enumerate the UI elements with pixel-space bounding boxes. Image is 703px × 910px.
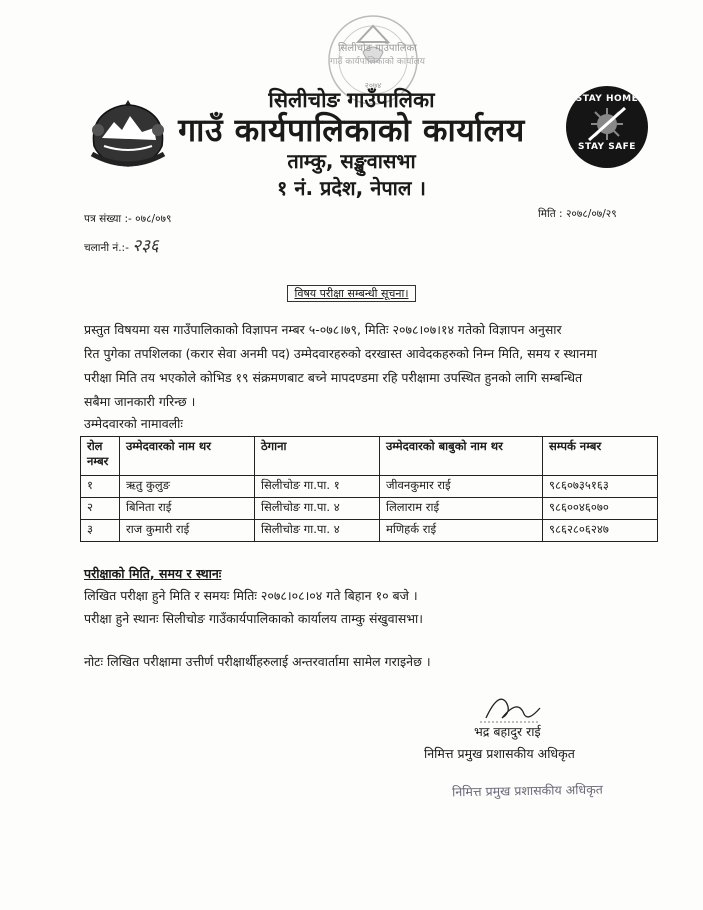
candidates-table [80, 436, 658, 542]
table-row [81, 520, 658, 542]
candidate-name: राज कुमारी राई [120, 520, 255, 542]
letter-date-label: मिति : [538, 208, 563, 220]
father-name: जीवनकुमार राई [380, 476, 543, 498]
signatory-title: निमित्त प्रमुख प्रशासकीय अधिकृत [424, 746, 575, 761]
intro-line: परीक्षा मिति तय भएकोले कोभिड १९ संक्रमणबाट बच्ने मापदण्डमा रहि परीक्षामा उपस्थित हुनको लागि सम्बन्धित [84, 370, 583, 385]
table-label: उम्मेदवारको नामावलीः [84, 416, 183, 431]
father-name: लिलाराम राई [380, 498, 543, 520]
top-seal-year: २०७४ [364, 81, 382, 90]
col-father-name: उम्मेदवारको बाबुको नाम थर [380, 437, 543, 476]
candidate-name: बिनिता राई [120, 498, 255, 520]
contact-number: ९८६००४६०७० [543, 498, 658, 520]
col-roll-number: रोल नम्बर [81, 437, 120, 476]
col-contact-number: सम्पर्क नम्बर [543, 437, 658, 476]
signatory-name: भद्र बहादुर राई [474, 724, 541, 739]
table-row [81, 476, 658, 498]
dispatch-number-value: २३६ [132, 236, 159, 256]
candidate-name: ऋतु कुलुङ [120, 476, 255, 498]
dispatch-number-label: चलानी नं.:- [84, 242, 129, 254]
municipality-name: सिलीचोङ गाउँपालिका [268, 88, 435, 112]
note-text: नोटः लिखित परीक्षामा उत्तीर्ण परीक्षार्थीहरुलाई अन्तरवार्तामा सामेल गराइनेछ । [84, 654, 431, 669]
roll-number: १ [81, 476, 120, 498]
col-candidate-name: उम्मेदवारको नाम थर [120, 437, 255, 476]
dispatch-number [84, 233, 159, 256]
address: सिलीचोङ गा.पा. ४ [255, 498, 380, 520]
roll-number: २ [81, 498, 120, 520]
col-address: ठेगाना [255, 437, 380, 476]
intro-line: प्रस्तुत विषयमा यस गाउँपालिकाको विज्ञापन नम्बर ५-०७८।७९, मितिः २०७८।०७।१४ गतेको विज्ञापन अनुसार [84, 322, 562, 337]
intro-line: सबैमा जानकारी गरिन्छ । [84, 394, 196, 409]
letter-number-value: ०७८/०७९ [135, 213, 172, 225]
roll-number: ३ [81, 520, 120, 542]
table-header-row [81, 437, 658, 476]
letter-date [538, 207, 617, 221]
office-location: ताम्कु, सङ्खुवासभा [287, 149, 416, 173]
stay-safe-text: STAY SAFE [578, 142, 636, 152]
address: सिलीचोङ गा.पा. १ [255, 476, 380, 498]
office-name: गाउँ कार्यपालिकाको कार्यालय [178, 111, 525, 149]
letter-number-label: पत्र संख्या :- [84, 213, 132, 225]
top-seal-text-2: गाउँ कार्यपालिकाको कार्यालय [330, 57, 425, 67]
table-row [81, 498, 658, 520]
stay-home-text: STAY HOME [575, 94, 639, 104]
intro-paragraph [84, 318, 664, 414]
exam-heading: परीक्षाको मिति, समय र स्थानः [84, 566, 222, 581]
subject-line [0, 286, 703, 301]
official-stamp: निमित्त प्रमुख प्रशासकीय अधिकृत [451, 781, 603, 800]
subject-text: विषय परीक्षा सम्बन्धी सूचना। [287, 285, 415, 302]
province-line: १ नं. प्रदेश, नेपाल । [277, 176, 426, 200]
exam-date-time: लिखित परीक्षा हुने मिति र समयः मितिः २०७८।०८।०४ गते बिहान १० बजे । [84, 588, 418, 603]
letter-number [84, 212, 171, 226]
address: सिलीचोङ गा.पा. ४ [255, 520, 380, 542]
intro-line: रित पुगेका तपशिलका (करार सेवा अनमी पद) उम्मेदवारहरुको दरखास्त आवेदकहरुको निम्न मिति, समय र स्थानमा [84, 346, 597, 361]
father-name: मणिहर्क राई [380, 520, 543, 542]
contact-number: ९८६२८०६२४७ [543, 520, 658, 542]
letter-date-value: २०७८/०७/२९ [565, 208, 617, 220]
top-seal-text: सिलीचोङ गाउँपालिका [338, 43, 417, 54]
contact-number: ९८६०७३५१६३ [543, 476, 658, 498]
exam-venue: परीक्षा हुने स्थानः सिलीचोङ गाउँकार्यपालिकाको कार्यालय ताम्कु संखुवासभा। [84, 611, 424, 626]
